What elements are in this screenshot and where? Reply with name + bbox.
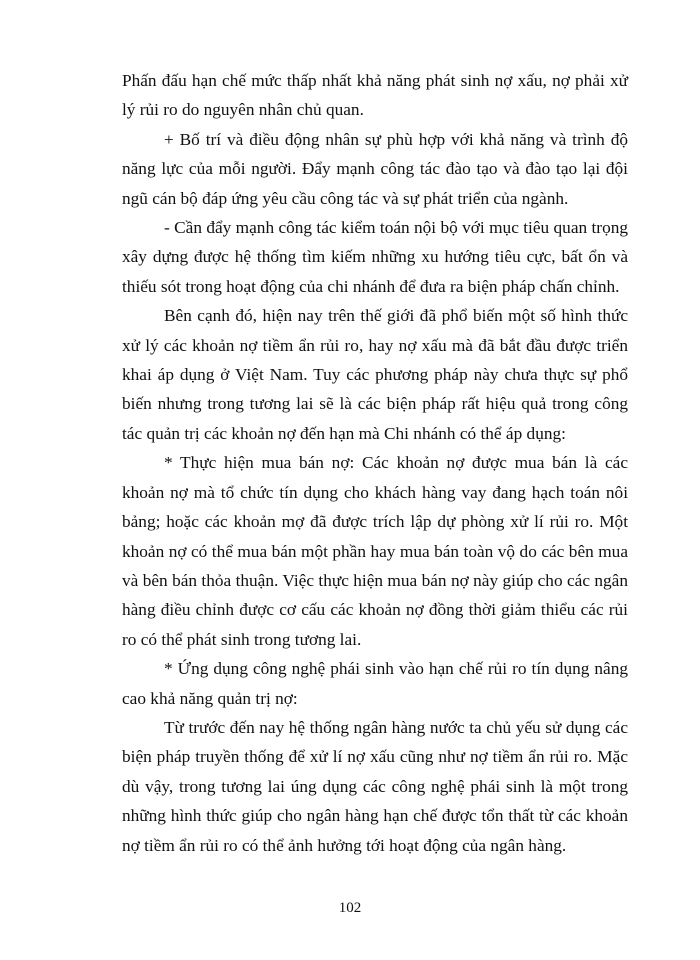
paragraph-7: Từ trước đến nay hệ thống ngân hàng nước ta chủ yếu sử dụng các biện pháp truyền thống để xử lí nợ xấu cũng như nợ tiềm ẩn rủi ro. Mặc dù vậy, trong tương lai úng dụng các công nghệ phái sinh là một trong những hình thức giúp cho ngân hàng hạn chế được tổn thất từ các khoản nợ tiềm ẩn rủi ro có thể ảnh hưởng tới hoạt động của ngân hàng.	[122, 717, 628, 855]
paragraph-5: * Thực hiện mua bán nợ: Các khoản nợ được mua bán là các khoản nợ mà tổ chức tín dụng cho khách hàng vay đang hạch toán nôi bảng; hoặc các khoản mợ đã được trích lập dự phòng xử lí rủi ro. Một khoản nợ có thể mua bán một phần hay mua bán toàn vộ do các bên mua và bên bán thỏa thuận. Việc thực hiện mua bán nợ này giúp cho các ngân hàng điều chỉnh được cơ cấu các khoản nợ đồng thời giảm thiểu các rủi ro có thể phát sinh trong tương lai.	[122, 453, 628, 649]
paragraph-3: - Cần đẩy mạnh công tác kiểm toán nội bộ với mục tiêu quan trọng xây dựng được hệ thống tìm kiếm những xu hướng tiêu cực, bất ổn và thiếu sót trong hoạt động của chi nhánh để đưa ra biện pháp chấn chỉnh.	[122, 218, 628, 296]
paragraph-1: Phấn đấu hạn chế mức thấp nhất khả năng phát sinh nợ xấu, nợ phải xử lý rủi ro do nguyên nhân chủ quan.	[122, 71, 628, 120]
paragraph-2: + Bố trí và điều động nhân sự phù hợp với khả năng và trình độ năng lực của mỗi người. Đẩy mạnh công tác đào tạo và đào tạo lại đội ngũ cán bộ đáp ứng yêu cầu công tác và sự phát triển của ngành.	[122, 129, 628, 208]
document-body	[122, 66, 628, 860]
paragraph-6: * Ứng dụng công nghệ phái sinh vào hạn chế rủi ro tín dụng nâng cao khả năng quản trị nợ:	[122, 659, 628, 708]
paragraph-4: Bên cạnh đó, hiện nay trên thế giới đã phổ biến một số hình thức xử lý các khoản nợ tiềm ẩn rủi ro, hay nợ xấu mà đã bắt đầu được triển khai áp dụng ở Việt Nam. Tuy các phương pháp này chưa thực sự phổ biến nhưng trong tương lai sẽ là các biện pháp rất hiệu quả trong công tác quản trị các khoản nợ đến hạn mà Chi nhánh có thể áp dụng:	[122, 306, 628, 443]
page-number: 102	[338, 900, 362, 916]
